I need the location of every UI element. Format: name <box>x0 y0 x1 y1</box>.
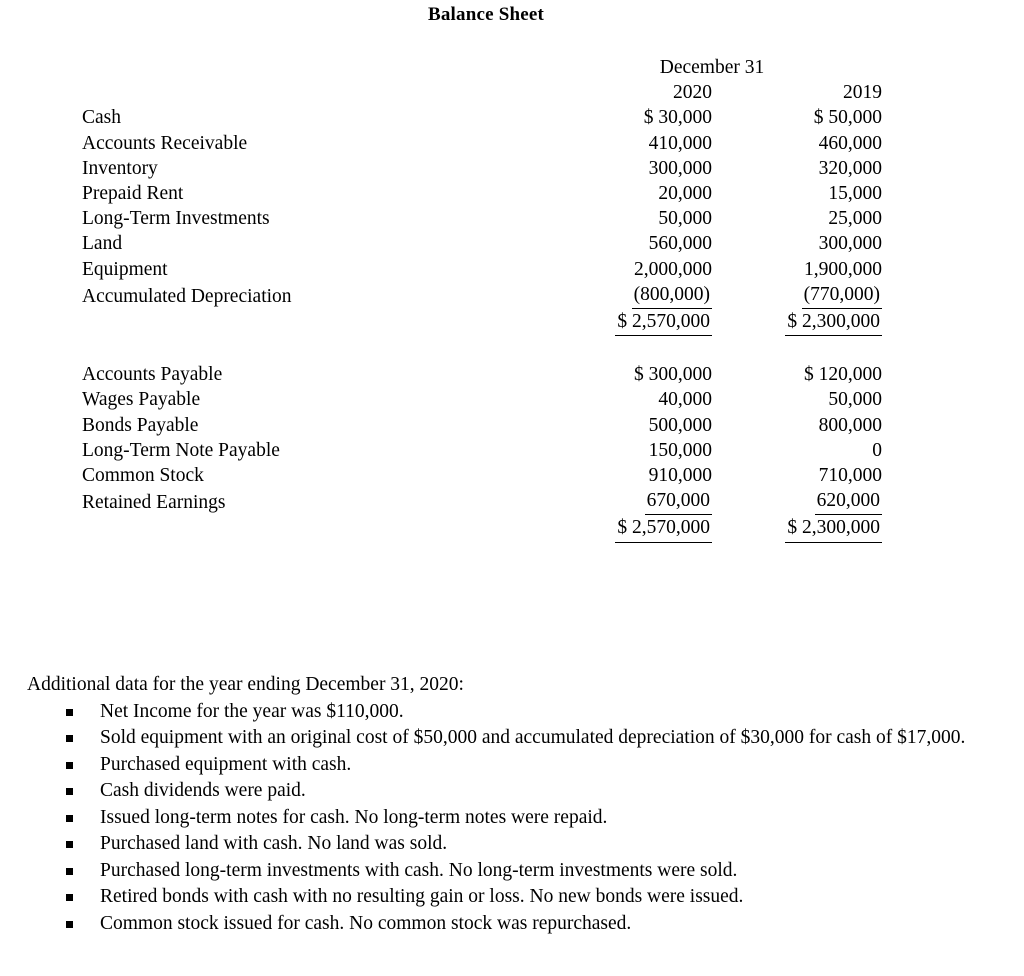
row-value-2019: 800,000 <box>818 414 882 436</box>
row-value-2019 <box>712 282 882 309</box>
year-header-spacer <box>82 80 542 105</box>
balance-sheet-table <box>82 55 882 543</box>
row-value-2019: 300,000 <box>818 233 882 255</box>
row-value-2019: 0 <box>872 439 882 461</box>
total-liabilities-equity-2019 <box>712 515 882 542</box>
total-assets-label <box>82 309 542 336</box>
row-value-2019 <box>712 488 882 515</box>
period-header-spacer <box>82 55 542 80</box>
row-value-2020: 500,000 <box>648 414 712 436</box>
list-item-text: Net Income for the year was $110,000. <box>100 700 404 722</box>
total-liabilities-equity-2020 <box>542 515 712 542</box>
total-liabilities-equity-row <box>82 515 882 542</box>
table-row <box>82 282 882 309</box>
page-title: Balance Sheet <box>427 4 545 25</box>
table-row <box>82 156 882 181</box>
row-value-2020: $ 30,000 <box>643 107 712 129</box>
column-header-2019: 2019 <box>843 82 882 104</box>
filled-square-bullet-icon <box>66 815 73 822</box>
table-row <box>82 438 882 463</box>
filled-square-bullet-icon <box>66 894 73 901</box>
row-value-2019: 460,000 <box>818 132 882 154</box>
row-value-2019: $ 50,000 <box>813 107 882 129</box>
filled-square-bullet-icon <box>66 788 73 795</box>
row-value-2019: 50,000 <box>828 389 882 411</box>
table-row <box>82 206 882 231</box>
row-value-2019-text: 620,000 <box>815 488 882 515</box>
row-label: Land <box>82 233 123 255</box>
period-header: December 31 <box>659 57 765 78</box>
table-row <box>82 362 882 387</box>
list-item-text: Purchased land with cash. No land was sold. <box>100 833 448 854</box>
row-value-2020 <box>542 282 712 309</box>
row-value-2019: 710,000 <box>818 465 882 487</box>
row-value-2019: 1,900,000 <box>804 258 882 280</box>
table-body <box>82 55 882 543</box>
list-item-text: Retired bonds with cash with no resulting gain or loss. No new bonds were issued. <box>100 886 744 907</box>
list-item <box>27 699 997 726</box>
row-value-2020: 560,000 <box>648 233 712 255</box>
table-row <box>82 105 882 130</box>
list-item-text: Purchased equipment with cash. <box>100 753 352 775</box>
total-assets-2020 <box>542 309 712 336</box>
list-item <box>27 752 997 779</box>
section-spacer <box>82 336 882 362</box>
list-item <box>27 884 997 911</box>
column-header-2020: 2020 <box>673 82 712 104</box>
row-value-2020: 410,000 <box>648 132 712 154</box>
list-item <box>27 831 997 858</box>
table-row <box>82 413 882 438</box>
row-label: Accounts Payable <box>82 364 223 386</box>
row-label: Inventory <box>82 157 158 179</box>
section-spacer-cell <box>82 336 542 362</box>
table-row <box>82 463 882 488</box>
filled-square-bullet-icon <box>66 921 73 928</box>
row-value-2019: $ 120,000 <box>804 364 882 386</box>
total-assets-2019-text: $ 2,300,000 <box>785 309 882 336</box>
table-row <box>82 231 882 256</box>
row-value-2019: 15,000 <box>828 183 882 205</box>
filled-square-bullet-icon <box>66 762 73 769</box>
total-liabilities-equity-2020-text: $ 2,570,000 <box>615 515 712 542</box>
table-row <box>82 488 882 515</box>
row-value-2019-text: (770,000) <box>802 282 882 309</box>
section-spacer-cell <box>542 336 712 362</box>
list-item-text: Issued long-term notes for cash. No long-term notes were repaid. <box>100 806 608 828</box>
row-value-2020: 40,000 <box>658 389 712 411</box>
total-assets-row <box>82 309 882 336</box>
list-item-text: Cash dividends were paid. <box>100 780 306 801</box>
additional-data-section <box>27 672 997 937</box>
row-label: Retained Earnings <box>82 492 226 514</box>
total-assets-2019 <box>712 309 882 336</box>
row-value-2020: 150,000 <box>648 439 712 461</box>
filled-square-bullet-icon <box>66 709 73 716</box>
filled-square-bullet-icon <box>66 841 73 848</box>
row-value-2020: 300,000 <box>648 157 712 179</box>
list-item-text: Sold equipment with an original cost of $50,000 and accumulated depreciation of $30,000 for cash of $17,000. <box>100 727 966 748</box>
table-row <box>82 131 882 156</box>
period-header-row <box>82 55 882 80</box>
row-value-2020: 2,000,000 <box>634 258 712 280</box>
row-value-2020-text: 670,000 <box>645 488 712 515</box>
list-item <box>27 725 997 752</box>
row-value-2020: 20,000 <box>658 183 712 205</box>
total-liabilities-equity-2019-text: $ 2,300,000 <box>785 515 882 542</box>
row-value-2020: $ 300,000 <box>634 364 712 386</box>
row-label: Wages Payable <box>82 389 201 411</box>
table-row <box>82 181 882 206</box>
row-label: Long-Term Note Payable <box>82 439 280 461</box>
row-label: Prepaid Rent <box>82 183 184 205</box>
list-item <box>27 911 997 938</box>
total-liabilities-equity-label <box>82 515 542 542</box>
section-spacer-cell <box>712 336 882 362</box>
list-item <box>27 778 997 805</box>
row-value-2019: 25,000 <box>828 208 882 230</box>
total-assets-2020-text: $ 2,570,000 <box>615 309 712 336</box>
year-header-row <box>82 80 882 105</box>
table-row <box>82 257 882 282</box>
list-item-text: Common stock issued for cash. No common stock was repurchased. <box>100 912 632 934</box>
table-row <box>82 387 882 412</box>
row-label: Equipment <box>82 258 168 280</box>
list-item <box>27 805 997 832</box>
row-label: Cash <box>82 107 121 129</box>
row-value-2020-text: (800,000) <box>632 282 712 309</box>
row-label: Accounts Receivable <box>82 132 248 154</box>
additional-data-intro: Additional data for the year ending December 31, 2020: <box>27 674 464 695</box>
row-value-2020 <box>542 488 712 515</box>
additional-data-list <box>27 699 997 938</box>
row-value-2019: 320,000 <box>818 157 882 179</box>
row-value-2020: 50,000 <box>658 208 712 230</box>
row-label: Bonds Payable <box>82 414 199 436</box>
row-label: Long-Term Investments <box>82 208 270 230</box>
list-item <box>27 858 997 885</box>
filled-square-bullet-icon <box>66 735 73 742</box>
row-value-2020: 910,000 <box>648 465 712 487</box>
row-label: Accumulated Depreciation <box>82 285 292 307</box>
filled-square-bullet-icon <box>66 868 73 875</box>
row-label: Common Stock <box>82 465 204 487</box>
list-item-text: Purchased long-term investments with cash. No long-term investments were sold. <box>100 859 738 881</box>
